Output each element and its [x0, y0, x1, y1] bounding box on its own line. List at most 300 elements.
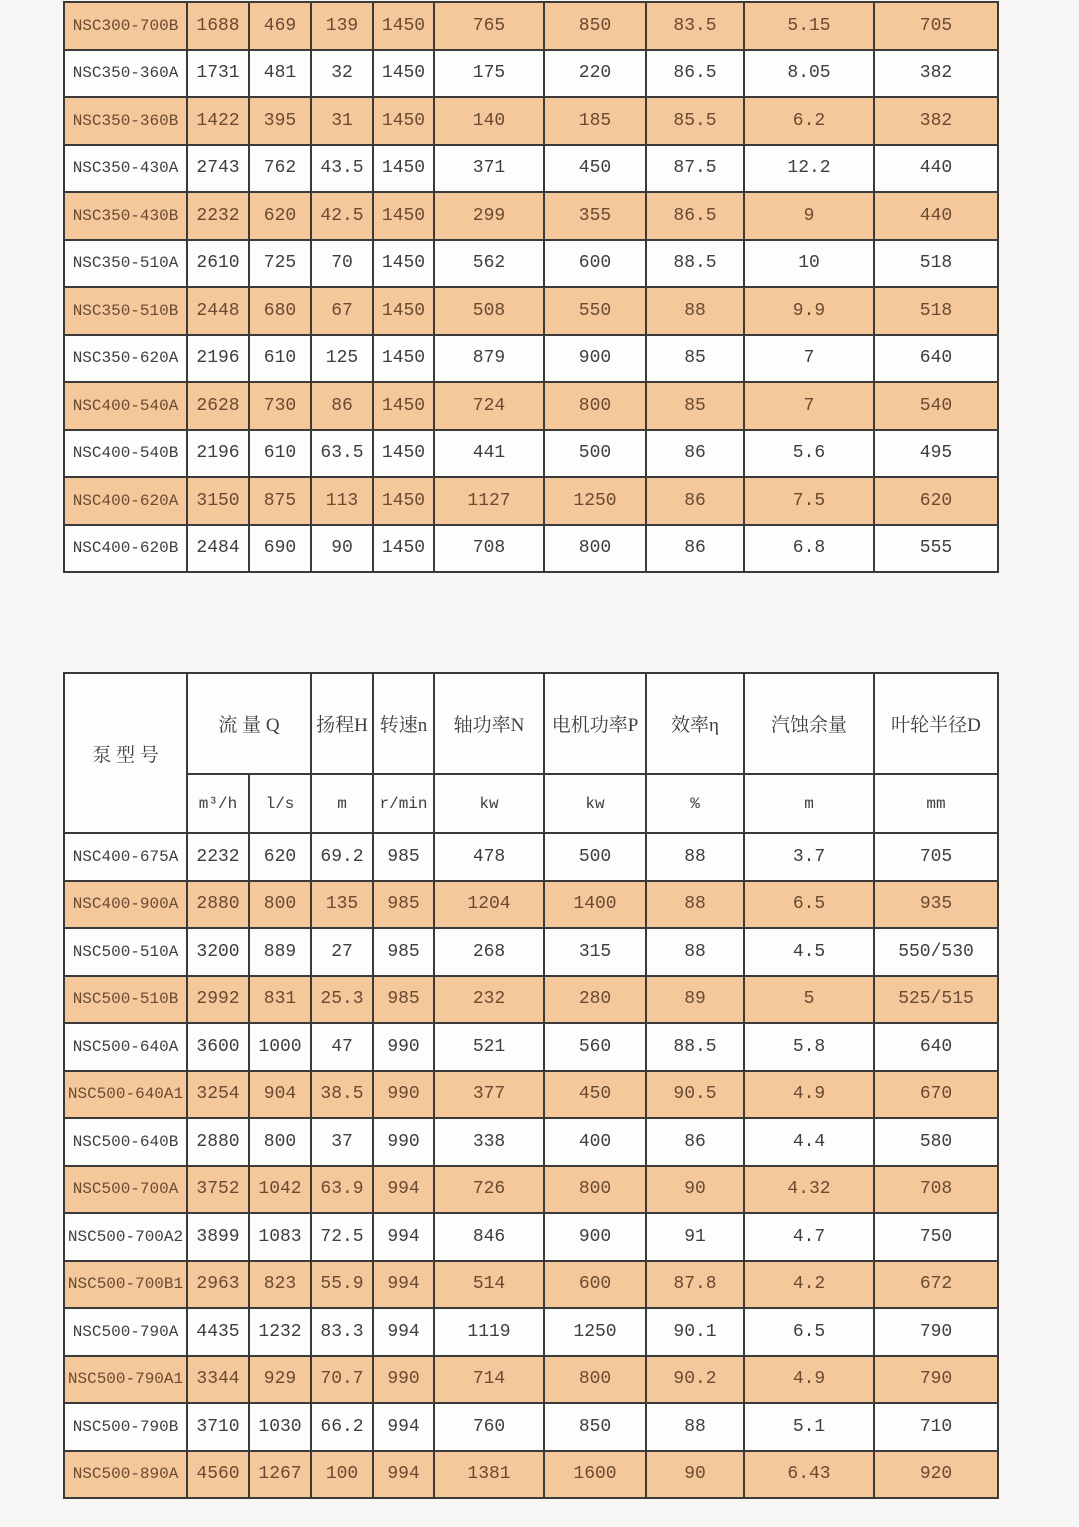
pump-model-cell: NSC350-620A — [64, 335, 187, 383]
value-cell: 3254 — [187, 1071, 249, 1119]
value-cell: 3200 — [187, 928, 249, 976]
value-cell: 85.5 — [646, 97, 744, 145]
value-cell: 6.8 — [744, 525, 874, 573]
value-cell: 710 — [874, 1403, 998, 1451]
value-cell: 113 — [311, 477, 373, 525]
value-cell: 2992 — [187, 976, 249, 1024]
value-cell: 935 — [874, 881, 998, 929]
unit-cell: % — [646, 774, 744, 833]
table-row — [64, 976, 998, 1024]
value-cell: 8.05 — [744, 50, 874, 98]
pump-model-cell: NSC350-360A — [64, 50, 187, 98]
pump-model-cell: NSC350-430A — [64, 145, 187, 193]
value-cell: 994 — [373, 1166, 434, 1214]
value-cell: 55.9 — [311, 1261, 373, 1309]
pump-model-cell: NSC500-790A1 — [64, 1356, 187, 1404]
value-cell: 508 — [434, 287, 544, 335]
value-cell: 1450 — [373, 240, 434, 288]
pump-model-cell: NSC300-700B — [64, 2, 187, 50]
unit-cell: r/min — [373, 774, 434, 833]
value-cell: 5 — [744, 976, 874, 1024]
value-cell: 846 — [434, 1213, 544, 1261]
value-cell: 1400 — [544, 881, 646, 929]
value-cell: 994 — [373, 1261, 434, 1309]
value-cell: 610 — [249, 335, 311, 383]
value-cell: 1450 — [373, 97, 434, 145]
value-cell: 31 — [311, 97, 373, 145]
value-cell: 86 — [646, 477, 744, 525]
value-cell: 382 — [874, 97, 998, 145]
value-cell: 9.9 — [744, 287, 874, 335]
pump-model-cell: NSC500-640A — [64, 1023, 187, 1071]
value-cell: 2484 — [187, 525, 249, 573]
table-row — [64, 145, 998, 193]
value-cell: 4435 — [187, 1308, 249, 1356]
value-cell: 2610 — [187, 240, 249, 288]
value-cell: 1450 — [373, 477, 434, 525]
value-cell: 89 — [646, 976, 744, 1024]
value-cell: 640 — [874, 1023, 998, 1071]
value-cell: 580 — [874, 1118, 998, 1166]
table-row — [64, 335, 998, 383]
value-cell: 86 — [646, 525, 744, 573]
value-cell: 88 — [646, 287, 744, 335]
value-cell: 7 — [744, 382, 874, 430]
unit-cell: mm — [874, 774, 998, 833]
value-cell: 67 — [311, 287, 373, 335]
pump-model-cell: NSC350-430B — [64, 192, 187, 240]
value-cell: 88.5 — [646, 240, 744, 288]
value-cell: 1450 — [373, 2, 434, 50]
value-cell: 900 — [544, 1213, 646, 1261]
value-cell: 525/515 — [874, 976, 998, 1024]
pump-spec-table-upper — [63, 1, 999, 573]
value-cell: 708 — [434, 525, 544, 573]
value-cell: 790 — [874, 1356, 998, 1404]
header-efficiency-eta: 效率η — [646, 673, 744, 774]
pump-model-cell: NSC500-510B — [64, 976, 187, 1024]
value-cell: 88 — [646, 833, 744, 881]
value-cell: 800 — [544, 525, 646, 573]
value-cell: 72.5 — [311, 1213, 373, 1261]
value-cell: 726 — [434, 1166, 544, 1214]
value-cell: 889 — [249, 928, 311, 976]
value-cell: 990 — [373, 1118, 434, 1166]
value-cell: 1450 — [373, 382, 434, 430]
value-cell: 478 — [434, 833, 544, 881]
value-cell: 4.9 — [744, 1356, 874, 1404]
pump-model-cell: NSC500-640B — [64, 1118, 187, 1166]
value-cell: 714 — [434, 1356, 544, 1404]
value-cell: 2743 — [187, 145, 249, 193]
table-row — [64, 525, 998, 573]
value-cell: 765 — [434, 2, 544, 50]
value-cell: 1030 — [249, 1403, 311, 1451]
value-cell: 400 — [544, 1118, 646, 1166]
pump-model-cell: NSC400-540B — [64, 430, 187, 478]
value-cell: 70 — [311, 240, 373, 288]
pump-model-cell: NSC500-790A — [64, 1308, 187, 1356]
value-cell: 2448 — [187, 287, 249, 335]
value-cell: 1450 — [373, 287, 434, 335]
value-cell: 4.2 — [744, 1261, 874, 1309]
value-cell: 135 — [311, 881, 373, 929]
value-cell: 90 — [646, 1166, 744, 1214]
value-cell: 2880 — [187, 881, 249, 929]
value-cell: 690 — [249, 525, 311, 573]
value-cell: 495 — [874, 430, 998, 478]
table-row — [64, 2, 998, 50]
value-cell: 994 — [373, 1308, 434, 1356]
value-cell: 672 — [874, 1261, 998, 1309]
value-cell: 3710 — [187, 1403, 249, 1451]
value-cell: 1083 — [249, 1213, 311, 1261]
pump-model-cell: NSC500-700B1 — [64, 1261, 187, 1309]
header-npsh: 汽蚀余量 — [744, 673, 874, 774]
value-cell: 680 — [249, 287, 311, 335]
value-cell: 762 — [249, 145, 311, 193]
value-cell: 1450 — [373, 430, 434, 478]
value-cell: 1000 — [249, 1023, 311, 1071]
value-cell: 1450 — [373, 192, 434, 240]
pump-model-cell: NSC500-890A — [64, 1451, 187, 1499]
value-cell: 1250 — [544, 1308, 646, 1356]
value-cell: 12.2 — [744, 145, 874, 193]
value-cell: 2196 — [187, 335, 249, 383]
value-cell: 1204 — [434, 881, 544, 929]
value-cell: 3899 — [187, 1213, 249, 1261]
value-cell: 1450 — [373, 335, 434, 383]
value-cell: 90.5 — [646, 1071, 744, 1119]
value-cell: 1450 — [373, 525, 434, 573]
value-cell: 1422 — [187, 97, 249, 145]
value-cell: 831 — [249, 976, 311, 1024]
value-cell: 7.5 — [744, 477, 874, 525]
value-cell: 70.7 — [311, 1356, 373, 1404]
value-cell: 88 — [646, 1403, 744, 1451]
value-cell: 100 — [311, 1451, 373, 1499]
value-cell: 9 — [744, 192, 874, 240]
value-cell: 90 — [311, 525, 373, 573]
value-cell: 620 — [874, 477, 998, 525]
value-cell: 1600 — [544, 1451, 646, 1499]
value-cell: 43.5 — [311, 145, 373, 193]
value-cell: 450 — [544, 145, 646, 193]
value-cell: 920 — [874, 1451, 998, 1499]
value-cell: 4.9 — [744, 1071, 874, 1119]
value-cell: 514 — [434, 1261, 544, 1309]
value-cell: 875 — [249, 477, 311, 525]
table-row — [64, 382, 998, 430]
value-cell: 790 — [874, 1308, 998, 1356]
pump-spec-table-lower — [63, 672, 999, 1499]
value-cell: 268 — [434, 928, 544, 976]
value-cell: 500 — [544, 833, 646, 881]
value-cell: 1381 — [434, 1451, 544, 1499]
value-cell: 185 — [544, 97, 646, 145]
value-cell: 5.6 — [744, 430, 874, 478]
value-cell: 670 — [874, 1071, 998, 1119]
value-cell: 725 — [249, 240, 311, 288]
pump-model-cell: NSC400-620A — [64, 477, 187, 525]
value-cell: 900 — [544, 335, 646, 383]
value-cell: 1042 — [249, 1166, 311, 1214]
pump-model-cell: NSC400-675A — [64, 833, 187, 881]
value-cell: 5.8 — [744, 1023, 874, 1071]
value-cell: 990 — [373, 1356, 434, 1404]
value-cell: 299 — [434, 192, 544, 240]
table-row — [64, 1403, 998, 1451]
value-cell: 904 — [249, 1071, 311, 1119]
table-row — [64, 1071, 998, 1119]
pump-model-cell: NSC500-510A — [64, 928, 187, 976]
value-cell: 10 — [744, 240, 874, 288]
value-cell: 3752 — [187, 1166, 249, 1214]
table-row — [64, 1261, 998, 1309]
pump-model-cell: NSC500-700A2 — [64, 1213, 187, 1261]
pump-model-cell: NSC500-790B — [64, 1403, 187, 1451]
value-cell: 63.9 — [311, 1166, 373, 1214]
pump-model-cell: NSC500-700A — [64, 1166, 187, 1214]
value-cell: 1232 — [249, 1308, 311, 1356]
value-cell: 2196 — [187, 430, 249, 478]
header-shaft-power-n: 轴功率N — [434, 673, 544, 774]
value-cell: 760 — [434, 1403, 544, 1451]
value-cell: 800 — [544, 382, 646, 430]
table-row — [64, 833, 998, 881]
value-cell: 800 — [544, 1356, 646, 1404]
value-cell: 600 — [544, 1261, 646, 1309]
value-cell: 6.43 — [744, 1451, 874, 1499]
value-cell: 4.4 — [744, 1118, 874, 1166]
value-cell: 38.5 — [311, 1071, 373, 1119]
value-cell: 63.5 — [311, 430, 373, 478]
value-cell: 521 — [434, 1023, 544, 1071]
value-cell: 1119 — [434, 1308, 544, 1356]
unit-cell: m³/h — [187, 774, 249, 833]
value-cell: 90.1 — [646, 1308, 744, 1356]
value-cell: 4.32 — [744, 1166, 874, 1214]
value-cell: 139 — [311, 2, 373, 50]
header-impeller-radius-d: 叶轮半径D — [874, 673, 998, 774]
value-cell: 469 — [249, 2, 311, 50]
table-row — [64, 1023, 998, 1071]
value-cell: 37 — [311, 1118, 373, 1166]
value-cell: 232 — [434, 976, 544, 1024]
value-cell: 550/530 — [874, 928, 998, 976]
value-cell: 4560 — [187, 1451, 249, 1499]
value-cell: 440 — [874, 145, 998, 193]
value-cell: 440 — [874, 192, 998, 240]
value-cell: 800 — [249, 881, 311, 929]
table-row — [64, 477, 998, 525]
value-cell: 83.3 — [311, 1308, 373, 1356]
value-cell: 280 — [544, 976, 646, 1024]
value-cell: 620 — [249, 192, 311, 240]
value-cell: 140 — [434, 97, 544, 145]
table-row — [64, 1356, 998, 1404]
value-cell: 705 — [874, 833, 998, 881]
pump-model-cell: NSC400-900A — [64, 881, 187, 929]
value-cell: 730 — [249, 382, 311, 430]
value-cell: 175 — [434, 50, 544, 98]
value-cell: 518 — [874, 240, 998, 288]
pump-model-cell: NSC350-360B — [64, 97, 187, 145]
value-cell: 85 — [646, 382, 744, 430]
value-cell: 450 — [544, 1071, 646, 1119]
pump-model-cell: NSC350-510B — [64, 287, 187, 335]
value-cell: 1688 — [187, 2, 249, 50]
unit-cell: m — [311, 774, 373, 833]
table-row — [64, 97, 998, 145]
value-cell: 2963 — [187, 1261, 249, 1309]
value-cell: 441 — [434, 430, 544, 478]
unit-cell: m — [744, 774, 874, 833]
value-cell: 6.5 — [744, 1308, 874, 1356]
value-cell: 1450 — [373, 50, 434, 98]
value-cell: 86.5 — [646, 50, 744, 98]
table-row — [64, 50, 998, 98]
value-cell: 125 — [311, 335, 373, 383]
pump-model-cell: NSC400-620B — [64, 525, 187, 573]
value-cell: 500 — [544, 430, 646, 478]
value-cell: 540 — [874, 382, 998, 430]
pump-model-cell: NSC500-640A1 — [64, 1071, 187, 1119]
value-cell: 929 — [249, 1356, 311, 1404]
value-cell: 6.5 — [744, 881, 874, 929]
value-cell: 86 — [646, 430, 744, 478]
value-cell: 850 — [544, 2, 646, 50]
table-row — [64, 1213, 998, 1261]
value-cell: 800 — [544, 1166, 646, 1214]
value-cell: 47 — [311, 1023, 373, 1071]
table-row — [64, 240, 998, 288]
value-cell: 395 — [249, 97, 311, 145]
pump-model-cell: NSC350-510A — [64, 240, 187, 288]
table-row — [64, 928, 998, 976]
value-cell: 990 — [373, 1023, 434, 1071]
value-cell: 27 — [311, 928, 373, 976]
lower-table-body — [64, 833, 998, 1498]
value-cell: 2232 — [187, 192, 249, 240]
value-cell: 7 — [744, 335, 874, 383]
value-cell: 87.5 — [646, 145, 744, 193]
value-cell: 371 — [434, 145, 544, 193]
value-cell: 560 — [544, 1023, 646, 1071]
table-row — [64, 881, 998, 929]
value-cell: 990 — [373, 1071, 434, 1119]
value-cell: 518 — [874, 287, 998, 335]
value-cell: 985 — [373, 928, 434, 976]
value-cell: 85 — [646, 335, 744, 383]
value-cell: 985 — [373, 976, 434, 1024]
value-cell: 91 — [646, 1213, 744, 1261]
table-row — [64, 430, 998, 478]
header-flow-q: 流 量 Q — [187, 673, 311, 774]
value-cell: 2232 — [187, 833, 249, 881]
value-cell: 6.2 — [744, 97, 874, 145]
value-cell: 994 — [373, 1403, 434, 1451]
value-cell: 750 — [874, 1213, 998, 1261]
value-cell: 4.7 — [744, 1213, 874, 1261]
header-motor-power-p: 电机功率P — [544, 673, 646, 774]
value-cell: 600 — [544, 240, 646, 288]
value-cell: 88 — [646, 881, 744, 929]
value-cell: 338 — [434, 1118, 544, 1166]
value-cell: 86 — [311, 382, 373, 430]
value-cell: 88.5 — [646, 1023, 744, 1071]
table-row — [64, 1308, 998, 1356]
value-cell: 88 — [646, 928, 744, 976]
value-cell: 610 — [249, 430, 311, 478]
value-cell: 3600 — [187, 1023, 249, 1071]
value-cell: 708 — [874, 1166, 998, 1214]
value-cell: 800 — [249, 1118, 311, 1166]
value-cell: 83.5 — [646, 2, 744, 50]
value-cell: 640 — [874, 335, 998, 383]
value-cell: 823 — [249, 1261, 311, 1309]
value-cell: 562 — [434, 240, 544, 288]
value-cell: 69.2 — [311, 833, 373, 881]
header-speed-n: 转速n — [373, 673, 434, 774]
value-cell: 850 — [544, 1403, 646, 1451]
value-cell: 550 — [544, 287, 646, 335]
value-cell: 90 — [646, 1451, 744, 1499]
value-cell: 1127 — [434, 477, 544, 525]
value-cell: 315 — [544, 928, 646, 976]
value-cell: 220 — [544, 50, 646, 98]
value-cell: 3344 — [187, 1356, 249, 1404]
value-cell: 5.1 — [744, 1403, 874, 1451]
table-row — [64, 1166, 998, 1214]
upper-table-body — [64, 2, 998, 572]
value-cell: 3150 — [187, 477, 249, 525]
unit-cell: kw — [544, 774, 646, 833]
value-cell: 724 — [434, 382, 544, 430]
header-row — [64, 673, 998, 774]
units-row — [64, 774, 998, 833]
value-cell: 1450 — [373, 145, 434, 193]
value-cell: 879 — [434, 335, 544, 383]
value-cell: 994 — [373, 1213, 434, 1261]
value-cell: 66.2 — [311, 1403, 373, 1451]
value-cell: 2628 — [187, 382, 249, 430]
value-cell: 481 — [249, 50, 311, 98]
value-cell: 87.8 — [646, 1261, 744, 1309]
value-cell: 985 — [373, 833, 434, 881]
value-cell: 705 — [874, 2, 998, 50]
value-cell: 985 — [373, 881, 434, 929]
table-row — [64, 1118, 998, 1166]
value-cell: 2880 — [187, 1118, 249, 1166]
unit-cell: kw — [434, 774, 544, 833]
value-cell: 620 — [249, 833, 311, 881]
value-cell: 86.5 — [646, 192, 744, 240]
table-row — [64, 1451, 998, 1499]
value-cell: 382 — [874, 50, 998, 98]
value-cell: 555 — [874, 525, 998, 573]
value-cell: 994 — [373, 1451, 434, 1499]
header-pump-model: 泵 型 号 — [64, 673, 187, 833]
value-cell: 1250 — [544, 477, 646, 525]
value-cell: 1731 — [187, 50, 249, 98]
value-cell: 86 — [646, 1118, 744, 1166]
pump-model-cell: NSC400-540A — [64, 382, 187, 430]
value-cell: 377 — [434, 1071, 544, 1119]
table-row — [64, 287, 998, 335]
value-cell: 1267 — [249, 1451, 311, 1499]
header-head-h: 扬程H — [311, 673, 373, 774]
